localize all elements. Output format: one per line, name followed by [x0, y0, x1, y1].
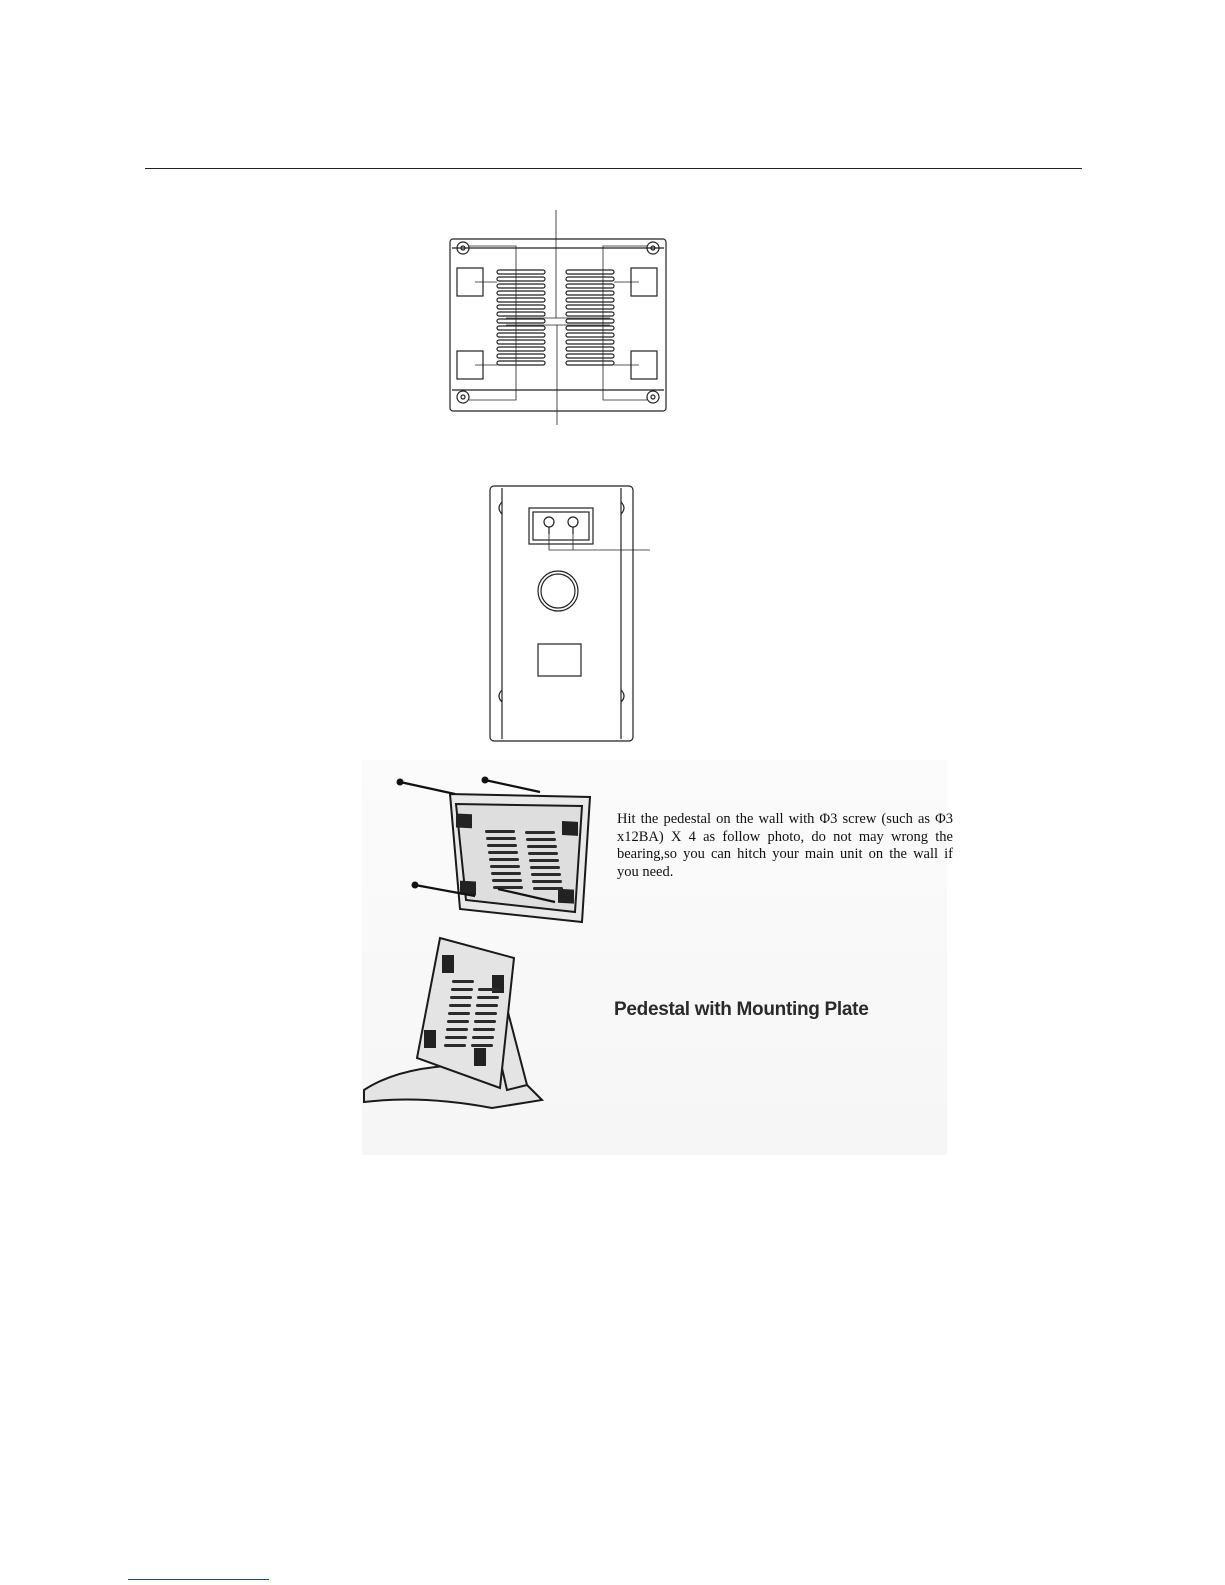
plate-with-screws-photo [390, 772, 600, 932]
mounting-instructions: Hit the pedestal on the wall with Φ3 screw (such as Φ3 x12BA) X 4 as follow photo, do not may wrong the bearing,so you can hitch your main unit on the wall if you need. [617, 811, 953, 880]
footer-link-rule [128, 1579, 269, 1580]
header-rule [145, 168, 1082, 169]
pedestal-photo [362, 930, 562, 1115]
figure-caption: Pedestal with Mounting Plate [614, 999, 869, 1020]
mounting-plate-diagram [440, 210, 680, 435]
main-unit-back-diagram [488, 484, 668, 746]
photo-panel [362, 760, 953, 1155]
